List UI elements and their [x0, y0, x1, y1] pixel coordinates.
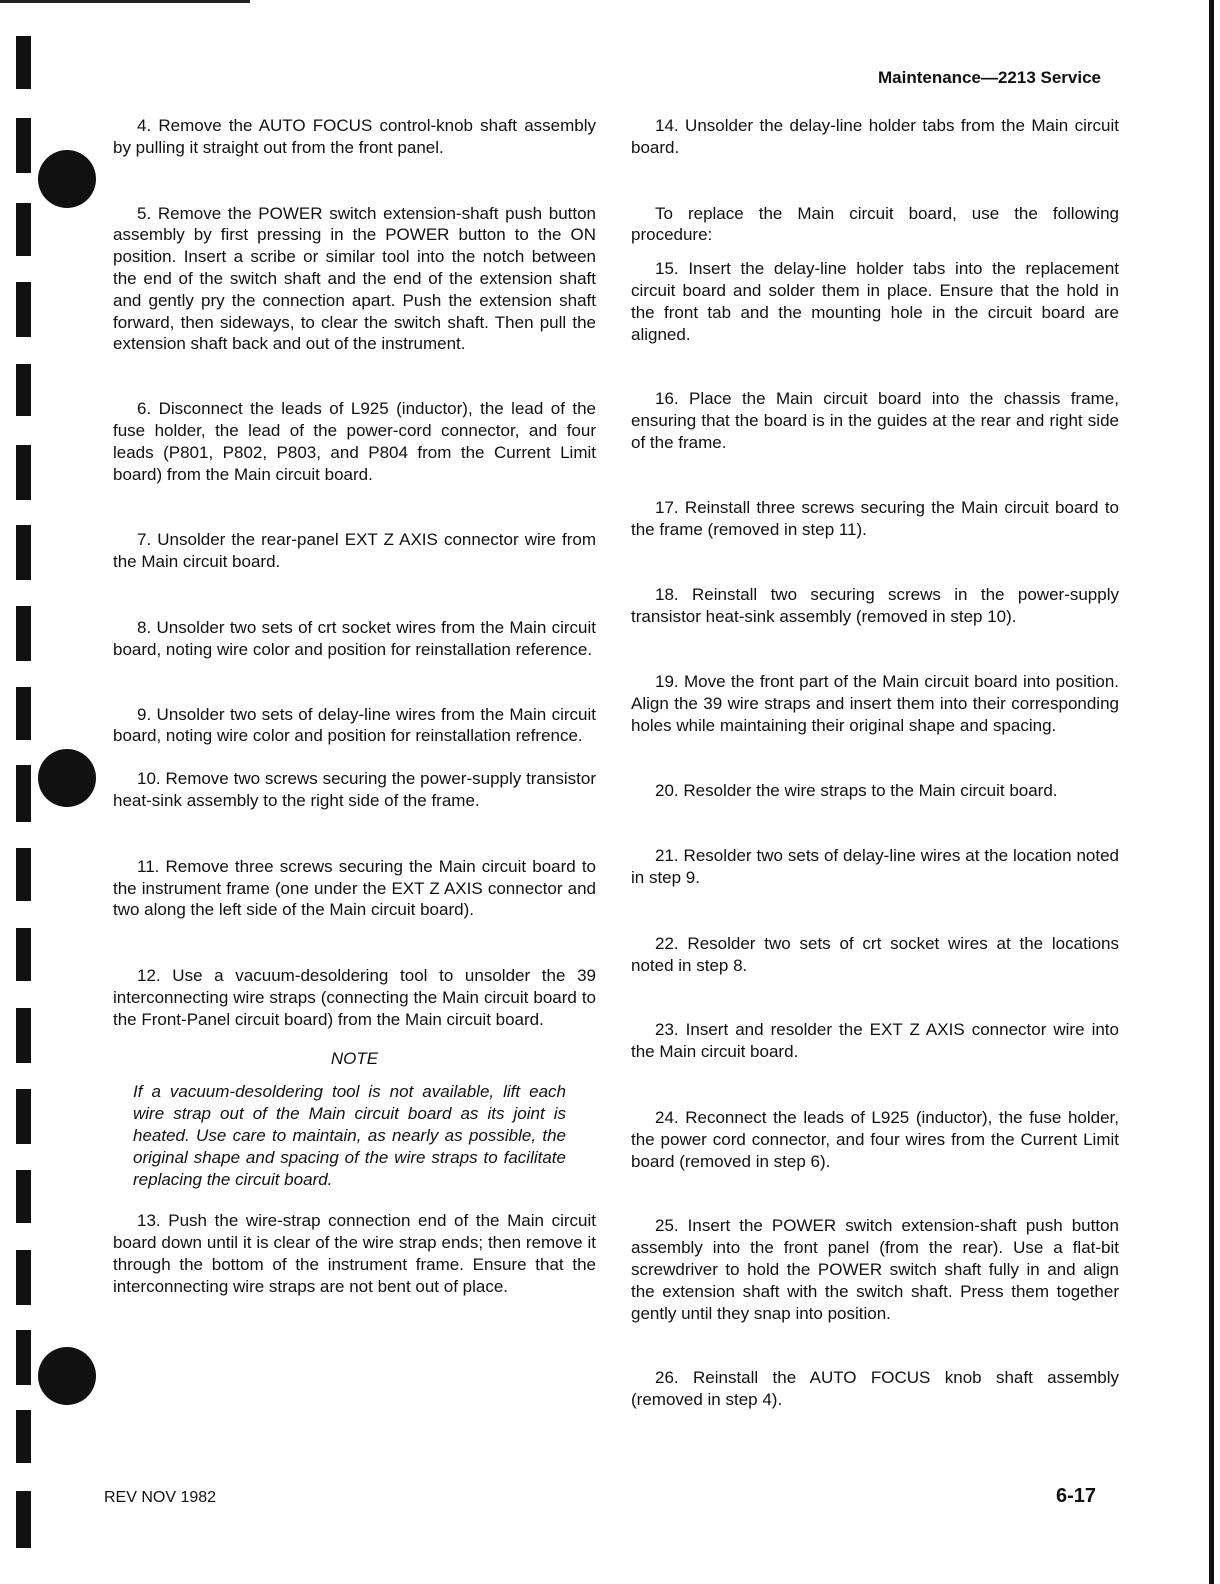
margin-mark — [16, 606, 31, 661]
step-4: 4. Remove the AUTO FOCUS control-knob shaft assembly by pulling it straight out from the front panel. — [113, 116, 596, 157]
margin-mark — [16, 1330, 31, 1385]
punch-hole — [38, 749, 96, 807]
step-13: 13. Push the wire-strap connection end of the Main circuit board down until it is clear of the wire strap ends; then remove it through the bottom of the instrument frame. Ensure that the interconnecting wire straps are not bent out of place. — [113, 1211, 596, 1296]
margin-mark — [16, 1410, 31, 1463]
step-24: 24. Reconnect the leads of L925 (inductor), the fuse holder, the power cord connector, and four wires from the Current Limit board (removed in step 6). — [631, 1107, 1119, 1171]
page-header: Maintenance—2213 Service — [878, 68, 1102, 87]
note-body: If a vacuum-desoldering tool is not available, lift each wire strap out of the Main circuit board as its joint is heated. Use care to maintain, as nearly as possible, the original shape and spacing of the wire straps to facilitate replacing the circuit board. — [133, 1082, 566, 1189]
margin-mark — [16, 1170, 31, 1223]
step-9: 9. Unsolder two sets of delay-line wires from the Main circuit board, noting wire color and position for reinstallation refrence. — [113, 704, 596, 746]
margin-mark — [16, 1008, 31, 1063]
step-6: 6. Disconnect the leads of L925 (inductor), the lead of the fuse holder, the lead of the power-cord connector, and four leads (P801, P802, P803, and P804 from the Current Limit board) from the Main circuit board. — [113, 399, 596, 484]
margin-mark — [16, 525, 31, 580]
step-5: 5. Remove the POWER switch extension-shaft push button assembly by first pressing in the POWER button to the ON position. Insert a scribe or similar tool into the notch between the end of the switch shaft and the end of the extension shaft and gently pry the connection apart. Push the extension shaft forward, then sideways, to clear the switch shaft. Then pull the extension shaft back and out of the instrument. — [113, 203, 596, 354]
margin-mark — [16, 36, 31, 89]
margin-mark — [16, 1491, 31, 1548]
page-edge — [1209, 0, 1214, 1584]
step-12: 12. Use a vacuum-desoldering tool to unsolder the 39 interconnecting wire straps (connecting the Main circuit board to the Front-Panel circuit board) from the Main circuit board. — [113, 966, 596, 1029]
punch-hole — [38, 1347, 96, 1405]
margin-mark — [16, 282, 31, 337]
margin-mark — [16, 203, 31, 256]
margin-mark — [16, 687, 31, 740]
step-19: 19. Move the front part of the Main circuit board into position. Align the 39 wire straps and insert them into their corresponding holes while maintaining their original shape and spacing. — [631, 671, 1119, 735]
margin-mark — [16, 765, 31, 822]
margin-mark — [16, 118, 31, 173]
step-15: 15. Insert the delay-line holder tabs into the replacement circuit board and solder them in place. Ensure that the hold in the front tab and the mounting hole in the circuit board are aligned. — [631, 259, 1119, 344]
margin-mark — [16, 445, 31, 500]
step-26: 26. Reinstall the AUTO FOCUS knob shaft assembly (removed in step 4). — [631, 1368, 1119, 1410]
step-8: 8. Unsolder two sets of crt socket wires from the Main circuit board, noting wire color and position for reinstallation reference. — [113, 617, 596, 659]
step-7: 7. Unsolder the rear-panel EXT Z AXIS connector wire from the Main circuit board. — [113, 530, 596, 572]
punch-hole — [38, 150, 96, 208]
step-20: 20. Resolder the wire straps to the Main circuit board. — [655, 781, 1058, 801]
left-column — [113, 115, 596, 1297]
page-number: 6-17 — [1056, 1485, 1097, 1507]
step-22: 22. Resolder two sets of crt socket wires at the locations noted in step 8. — [631, 933, 1119, 975]
replace-intro: To replace the Main circuit board, use the following procedure: — [631, 203, 1119, 245]
step-18: 18. Reinstall two securing screws in the power-supply transistor heat-sink assembly (removed in step 10). — [631, 585, 1119, 627]
step-16: 16. Place the Main circuit board into the chassis frame, ensuring that the board is in the guides at the rear and right side of the frame. — [631, 389, 1119, 452]
step-17: 17. Reinstall three screws securing the Main circuit board to the frame (removed in step 11). — [631, 497, 1119, 539]
margin-mark — [16, 1089, 31, 1144]
step-23: 23. Insert and resolder the EXT Z AXIS connector wire into the Main circuit board. — [631, 1020, 1119, 1062]
step-14: 14. Unsolder the delay-line holder tabs from the Main circuit board. — [631, 116, 1119, 157]
step-21: 21. Resolder two sets of delay-line wires at the location noted in step 9. — [631, 846, 1119, 887]
step-25: 25. Insert the POWER switch extension-shaft push button assembly into the front panel (from the rear). Use a flat-bit screwdriver to hold the POWER switch shaft fully in and align the extension shaft with the switch shaft. Press them together gently until they snap into position. — [631, 1216, 1119, 1323]
margin-mark — [16, 848, 31, 901]
note-title: NOTE — [330, 1048, 379, 1068]
right-column — [631, 115, 1119, 1411]
step-11: 11. Remove three screws securing the Main circuit board to the instrument frame (one under the EXT Z AXIS connector and two along the left side of the Main circuit board). — [113, 856, 596, 920]
margin-mark — [16, 364, 31, 416]
step-10: 10. Remove two screws securing the power-supply transistor heat-sink assembly to the right side of the frame. — [113, 769, 596, 810]
top-rule — [0, 0, 250, 3]
revision-date: REV NOV 1982 — [104, 1489, 217, 1506]
margin-mark — [16, 1250, 31, 1305]
margin-mark — [16, 928, 31, 981]
